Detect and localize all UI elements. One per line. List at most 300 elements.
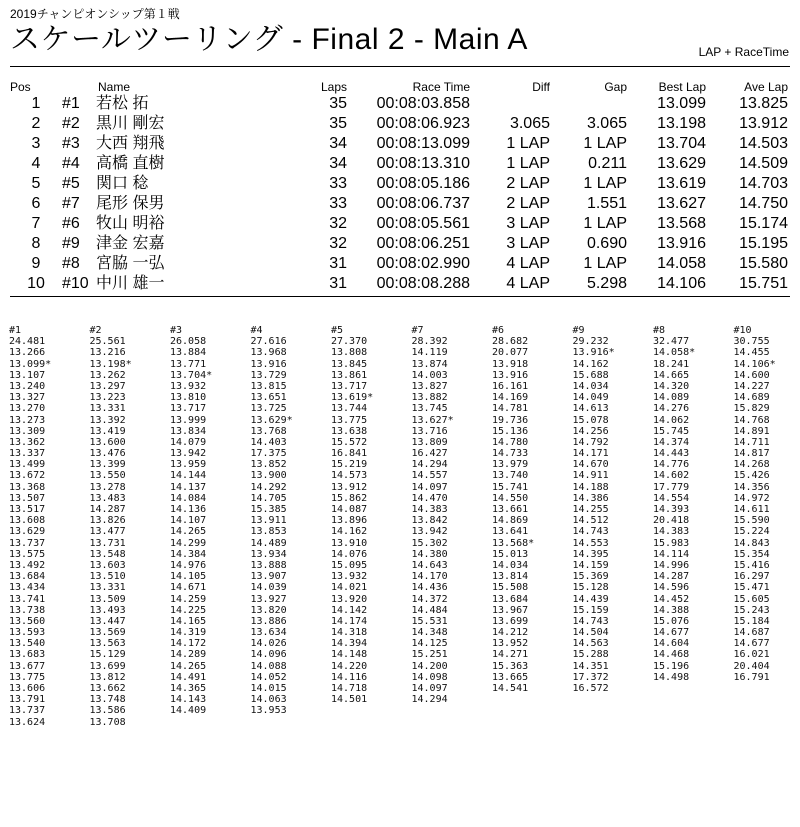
lap-time: 13.665 [492, 671, 529, 683]
lap-column [734, 325, 800, 683]
lap-time: 14.383 [411, 504, 448, 515]
lap-time: 17.372 [572, 671, 609, 683]
lap-time: 14.106* [733, 358, 776, 370]
lap-time: 14.276 [653, 403, 690, 415]
result-diff: 3 LAP [506, 215, 550, 232]
lap-time: 14.062 [653, 414, 690, 426]
lap-time: 13.510 [89, 571, 126, 583]
lap-time: 13.684 [9, 571, 46, 583]
lap-time: 15.531 [411, 615, 448, 627]
header-laps: Laps [320, 80, 347, 94]
lap-time: 13.920 [331, 593, 368, 605]
lap-time: 14.501 [331, 694, 368, 706]
lap-time: 13.927 [250, 593, 287, 605]
lap-time: 13.634 [250, 627, 287, 639]
lap-time: 13.900 [250, 470, 287, 482]
lap-time: 14.687 [733, 627, 770, 639]
lap-time: 14.365 [170, 683, 207, 694]
lap-time: 14.348 [411, 627, 448, 639]
lap-time: 14.169 [492, 392, 529, 404]
lap-column-car: #3 [170, 325, 183, 336]
result-gap: 0.211 [588, 155, 627, 172]
result-best-lap: 13.916 [657, 235, 706, 252]
lap-time: 14.170 [411, 571, 448, 583]
lap-column-car: #9 [572, 325, 585, 336]
result-best-lap: 13.704 [657, 135, 706, 152]
lap-time: 13.672 [9, 470, 46, 482]
lap-time: 18.241 [653, 358, 690, 370]
result-car-number: #9 [62, 235, 80, 252]
lap-time: 14.489 [250, 537, 287, 549]
lap-time: 14.063 [250, 694, 287, 706]
lap-time: 13.266 [9, 347, 46, 359]
lap-time: 24.481 [9, 336, 46, 348]
lap-time: 14.034 [492, 559, 529, 571]
lap-time: 13.362 [9, 436, 46, 448]
lap-time: 13.932 [331, 571, 368, 583]
result-race-time: 00:08:06.251 [376, 235, 470, 252]
lap-time: 16.021 [733, 649, 770, 661]
lap-time: 13.331 [89, 582, 126, 594]
lap-time: 13.419 [89, 425, 126, 437]
header-best-lap: Best Lap [658, 80, 706, 94]
lap-column [251, 325, 331, 717]
lap-time: 20.418 [653, 515, 690, 527]
header-pos: Pos [10, 80, 31, 94]
lap-time: 14.105 [170, 571, 207, 583]
lap-column [653, 325, 733, 683]
lap-time: 15.302 [411, 537, 448, 549]
result-pos: 4 [31, 155, 41, 172]
lap-time: 13.447 [89, 615, 126, 627]
result-car-number: #7 [62, 195, 80, 212]
lap-time: 13.716 [411, 425, 448, 437]
lap-time: 16.791 [733, 671, 770, 683]
lap-time: 14.171 [572, 448, 609, 460]
lap-time: 13.683 [9, 649, 46, 661]
lap-time: 14.188 [572, 481, 609, 493]
lap-time: 13.916 [492, 369, 529, 381]
result-ave-lap: 14.750 [739, 195, 788, 212]
lap-time: 13.968 [250, 347, 287, 359]
result-laps: 33 [329, 195, 347, 212]
result-diff: 2 LAP [506, 195, 550, 212]
result-best-lap: 13.627 [657, 195, 706, 212]
lap-time: 14.294 [411, 694, 448, 706]
lap-time: 15.224 [733, 526, 770, 538]
lap-time: 13.852 [250, 459, 287, 471]
lap-column-car: #10 [733, 325, 752, 336]
lap-time: 13.641 [492, 526, 529, 538]
lap-time: 13.593 [9, 627, 46, 639]
lap-column [573, 325, 653, 694]
table-row [0, 274, 800, 294]
lap-time: 13.826 [89, 515, 126, 527]
lap-time: 15.829 [733, 403, 770, 415]
lap-time: 15.572 [331, 436, 368, 448]
result-laps: 35 [329, 115, 347, 132]
result-diff: 2 LAP [506, 175, 550, 192]
lap-time: 13.910 [331, 537, 368, 549]
lap-column [9, 325, 89, 728]
lap-time: 14.294 [411, 459, 448, 471]
lap-time: 13.509 [89, 593, 126, 605]
result-gap: 3.065 [586, 115, 627, 132]
lap-time: 13.434 [9, 582, 46, 594]
lap-time: 15.745 [653, 425, 690, 437]
lap-time: 13.916* [572, 347, 615, 359]
lap-time: 13.699 [89, 660, 126, 672]
lap-time: 14.287 [653, 571, 690, 583]
result-pos: 5 [31, 175, 41, 192]
lap-time: 13.888 [250, 559, 287, 571]
result-ave-lap: 15.174 [739, 215, 788, 232]
result-driver-name: 若松 拓 [96, 95, 149, 112]
result-ave-lap: 15.751 [739, 275, 788, 292]
lap-time: 14.292 [250, 481, 287, 493]
lap-time: 14.372 [411, 593, 448, 605]
lap-time: 14.299 [170, 537, 207, 549]
lap-time: 13.638 [331, 425, 368, 437]
lap-time: 15.605 [733, 593, 770, 605]
lap-time: 14.817 [733, 448, 770, 460]
lap-time: 25.561 [89, 336, 126, 348]
lap-time: 14.256 [572, 425, 609, 437]
lap-time: 14.125 [411, 638, 448, 650]
lap-time: 14.643 [411, 559, 448, 571]
lap-time: 13.884 [170, 347, 207, 359]
lap-time: 28.392 [411, 336, 448, 348]
lap-time: 13.337 [9, 448, 46, 460]
lap-time: 14.225 [170, 604, 207, 616]
lap-time: 15.184 [733, 615, 770, 627]
lap-time: 13.399 [89, 459, 126, 471]
lap-time: 14.227 [733, 380, 770, 392]
lap-time: 15.095 [331, 559, 368, 571]
lap-time: 13.729 [250, 369, 287, 381]
result-laps: 34 [329, 135, 347, 152]
result-driver-name: 尾形 保男 [96, 195, 165, 212]
lap-time: 14.097 [411, 481, 448, 493]
result-ave-lap: 14.703 [739, 175, 788, 192]
lap-time: 13.297 [89, 380, 126, 392]
lap-time: 15.471 [733, 582, 770, 594]
lap-column-car: #6 [492, 325, 505, 336]
lap-time: 15.219 [331, 459, 368, 471]
lap-time: 13.896 [331, 515, 368, 527]
lap-time: 14.107 [170, 515, 207, 527]
lap-time: 14.436 [411, 582, 448, 594]
lap-time: 14.386 [572, 492, 609, 504]
lap-time: 14.289 [170, 649, 207, 661]
lap-column [412, 325, 492, 705]
lap-time: 14.781 [492, 403, 529, 415]
lap-time: 13.483 [89, 492, 126, 504]
result-car-number: #3 [62, 135, 80, 152]
lap-time: 13.717 [331, 380, 368, 392]
lap-column-car: #2 [89, 325, 102, 336]
lap-time: 13.953 [250, 705, 287, 717]
result-best-lap: 13.099 [657, 95, 706, 112]
lap-time: 13.606 [9, 683, 46, 694]
lap-time: 13.810 [170, 392, 207, 404]
lap-time: 13.731 [89, 537, 126, 549]
lap-time: 14.470 [411, 492, 448, 504]
lap-time: 14.148 [331, 649, 368, 661]
lap-time: 13.882 [411, 392, 448, 404]
lap-time: 15.862 [331, 492, 368, 504]
lap-time: 14.498 [653, 671, 690, 683]
lap-time: 13.476 [89, 448, 126, 460]
lap-time: 13.368 [9, 481, 46, 493]
lap-time: 16.427 [411, 448, 448, 460]
lap-time: 13.550 [89, 470, 126, 482]
lap-time: 13.725 [250, 403, 287, 415]
lap-column [492, 325, 572, 694]
lap-time: 14.733 [492, 448, 529, 460]
lap-time: 13.775 [331, 414, 368, 426]
lap-time: 13.629 [9, 526, 46, 538]
lap-time: 14.137 [170, 481, 207, 493]
lap-time: 19.736 [492, 414, 529, 426]
lap-column-car: #1 [9, 325, 22, 336]
top-divider [10, 66, 790, 67]
result-ave-lap: 15.195 [739, 235, 788, 252]
result-car-number: #2 [62, 115, 80, 132]
result-diff: 1 LAP [506, 155, 550, 172]
lap-time: 14.049 [572, 392, 609, 404]
lap-time: 13.699 [492, 615, 529, 627]
lap-time: 20.077 [492, 347, 529, 359]
lap-time: 14.455 [733, 347, 770, 359]
lap-time: 14.768 [733, 414, 770, 426]
lap-time: 13.499 [9, 459, 46, 471]
result-best-lap: 13.198 [657, 115, 706, 132]
lap-time: 14.388 [653, 604, 690, 616]
result-gap: 1.551 [586, 195, 627, 212]
lap-time: 13.842 [411, 515, 448, 527]
lap-time: 13.568* [492, 537, 535, 549]
lap-time: 17.779 [653, 481, 690, 493]
lap-time: 16.572 [572, 683, 609, 694]
lap-time: 14.144 [170, 470, 207, 482]
lap-time: 14.114 [653, 548, 690, 560]
result-gap: 1 LAP [583, 255, 627, 272]
lap-time: 32.477 [653, 336, 690, 348]
lap-time: 14.976 [170, 559, 207, 571]
lap-time: 14.394 [331, 638, 368, 650]
lap-time: 14.869 [492, 515, 529, 527]
result-best-lap: 13.629 [657, 155, 706, 172]
lap-time: 13.748 [89, 694, 126, 706]
result-diff: 4 LAP [506, 275, 550, 292]
lap-time: 14.212 [492, 627, 529, 639]
lap-time: 14.088 [250, 660, 287, 672]
lap-time: 14.665 [653, 369, 690, 381]
lap-time: 14.320 [653, 380, 690, 392]
lap-time: 14.554 [653, 492, 690, 504]
lap-time: 13.812 [89, 671, 126, 683]
lap-time: 14.792 [572, 436, 609, 448]
result-best-lap: 13.568 [657, 215, 706, 232]
lap-time: 15.590 [733, 515, 770, 527]
lap-time: 13.737 [9, 705, 46, 717]
lap-time: 13.517 [9, 504, 46, 515]
lap-time: 13.240 [9, 380, 46, 392]
result-race-time: 00:08:05.561 [376, 215, 470, 232]
lap-time: 14.039 [250, 582, 287, 594]
lap-time: 14.573 [331, 470, 368, 482]
lap-time: 13.629* [250, 414, 293, 426]
lap-time: 13.999 [170, 414, 207, 426]
lap-time: 14.677 [653, 627, 690, 639]
lap-time: 15.508 [492, 582, 529, 594]
result-driver-name: 黒川 剛宏 [96, 115, 165, 132]
result-laps: 31 [329, 255, 347, 272]
lap-time: 15.078 [572, 414, 609, 426]
lap-time: 13.262 [89, 369, 126, 381]
lap-time: 14.613 [572, 403, 609, 415]
lap-time: 13.575 [9, 548, 46, 560]
result-gap: 5.298 [586, 275, 627, 292]
lap-time: 13.099* [9, 358, 52, 370]
lap-time: 13.737 [9, 537, 46, 549]
lap-time: 13.791 [9, 694, 46, 706]
lap-time: 13.624 [9, 716, 46, 728]
lap-time: 13.741 [9, 593, 46, 605]
result-car-number: #1 [62, 95, 80, 112]
lap-time: 13.684 [492, 593, 529, 605]
lap-time: 13.827 [411, 380, 448, 392]
table-row [0, 194, 800, 214]
lap-time: 13.608 [9, 515, 46, 527]
result-pos: 3 [31, 135, 41, 152]
lap-time: 15.136 [492, 425, 529, 437]
lap-time: 13.942 [170, 448, 207, 460]
lap-time: 13.493 [89, 604, 126, 616]
table-row [0, 214, 800, 234]
lap-time: 14.996 [653, 559, 690, 571]
lap-time: 14.351 [572, 660, 609, 672]
lap-time: 13.477 [89, 526, 126, 538]
lap-time: 14.602 [653, 470, 690, 482]
result-driver-name: 津金 宏嘉 [96, 235, 165, 252]
lap-time: 13.775 [9, 671, 46, 683]
result-car-number: #8 [62, 255, 80, 272]
lap-time: 14.265 [170, 660, 207, 672]
lap-time: 15.385 [250, 504, 287, 515]
lap-time: 14.743 [572, 526, 609, 538]
lap-time: 14.259 [170, 593, 207, 605]
lap-time: 14.174 [331, 615, 368, 627]
lap-time: 15.983 [653, 537, 690, 549]
lap-time: 14.512 [572, 515, 609, 527]
lap-time: 14.119 [411, 347, 448, 359]
lap-time: 14.374 [653, 436, 690, 448]
result-ave-lap: 14.503 [739, 135, 788, 152]
lap-time: 13.845 [331, 358, 368, 370]
result-pos: 7 [31, 215, 41, 232]
result-ave-lap: 13.825 [739, 95, 788, 112]
lap-time: 15.354 [733, 548, 770, 560]
lap-time: 13.507 [9, 492, 46, 504]
lap-time: 14.911 [572, 470, 609, 482]
result-gap: 1 LAP [583, 215, 627, 232]
lap-time: 13.278 [89, 481, 126, 493]
result-gap: 0.690 [586, 235, 627, 252]
lap-time: 13.744 [331, 403, 368, 415]
lap-column-car: #5 [331, 325, 344, 336]
lap-time: 14.403 [250, 436, 287, 448]
result-car-number: #4 [62, 155, 80, 172]
result-pos: 9 [31, 255, 41, 272]
lap-time: 13.916 [250, 358, 287, 370]
result-pos: 6 [31, 195, 41, 212]
result-laps: 35 [329, 95, 347, 112]
lap-time: 13.911 [250, 515, 287, 527]
lap-column [331, 325, 411, 705]
lap-time: 13.820 [250, 604, 287, 616]
table-row [0, 254, 800, 274]
lap-time: 13.809 [411, 436, 448, 448]
lap-time: 28.682 [492, 336, 529, 348]
lap-time: 14.021 [331, 582, 368, 594]
lap-time: 15.196 [653, 660, 690, 672]
lap-time: 14.220 [331, 660, 368, 672]
result-laps: 33 [329, 175, 347, 192]
lap-time: 14.356 [733, 481, 770, 493]
result-race-time: 00:08:02.990 [376, 255, 470, 272]
lap-time: 30.755 [733, 336, 770, 348]
lap-time: 14.136 [170, 504, 207, 515]
lap-time: 20.404 [733, 660, 770, 672]
lap-time: 13.808 [331, 347, 368, 359]
lap-time: 14.611 [733, 504, 770, 515]
lap-time: 14.034 [572, 380, 609, 392]
lap-time: 13.979 [492, 459, 529, 471]
lap-time: 15.076 [653, 615, 690, 627]
lap-time: 14.162 [331, 526, 368, 538]
result-race-time: 00:08:13.099 [376, 135, 470, 152]
lap-time: 13.934 [250, 548, 287, 560]
lap-time: 14.504 [572, 627, 609, 639]
lap-time: 14.076 [331, 548, 368, 560]
lap-time: 14.776 [653, 459, 690, 471]
lap-time: 13.918 [492, 358, 529, 370]
lap-time: 14.677 [733, 638, 770, 650]
result-diff: 3 LAP [506, 235, 550, 252]
result-best-lap: 13.619 [657, 175, 706, 192]
lap-time: 14.015 [250, 683, 287, 694]
lap-time: 14.159 [572, 559, 609, 571]
lap-time: 13.814 [492, 571, 529, 583]
result-race-time: 00:08:13.310 [376, 155, 470, 172]
lap-time: 14.079 [170, 436, 207, 448]
lap-time: 14.318 [331, 627, 368, 639]
lap-time: 14.200 [411, 660, 448, 672]
lap-time: 13.661 [492, 504, 529, 515]
lap-time: 14.165 [170, 615, 207, 627]
result-pos: 2 [31, 115, 41, 132]
lap-time: 15.288 [572, 649, 609, 661]
lap-time: 16.161 [492, 380, 529, 392]
lap-time: 14.172 [170, 638, 207, 650]
lap-column [170, 325, 250, 717]
lap-time: 13.273 [9, 414, 46, 426]
lap-time: 14.058* [653, 347, 696, 359]
lap-time: 13.704* [170, 369, 213, 381]
result-ave-lap: 15.580 [739, 255, 788, 272]
